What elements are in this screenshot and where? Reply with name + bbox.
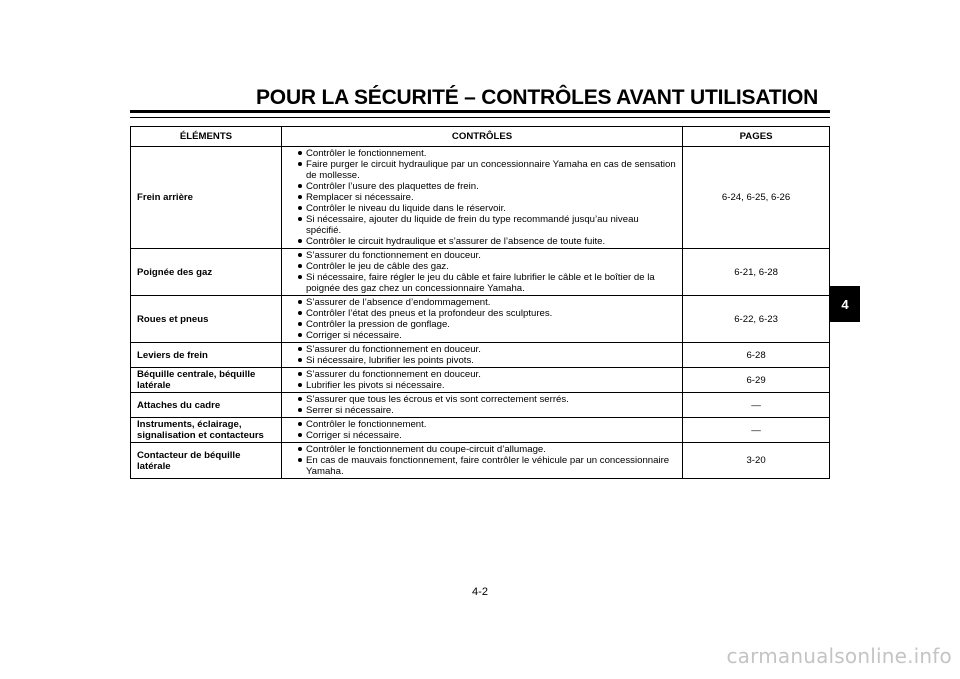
row-pages: 3-20 — [683, 443, 830, 479]
control-item: Si nécessaire, faire régler le jeu du câble et faire lubrifier le câble et le boîtier de la poignée des gaz chez un concessionnaire Yamaha. — [298, 272, 676, 294]
control-item: Contrôler le fonctionnement du coupe-circuit d’allumage. — [298, 444, 676, 455]
header-elements: ÉLÉMENTS — [131, 127, 282, 147]
controls-list — [288, 250, 676, 294]
row-pages: 6-29 — [683, 368, 830, 393]
table-row — [131, 296, 830, 343]
table-row — [131, 147, 830, 249]
control-item: Si nécessaire, lubrifier les points pivots. — [298, 355, 676, 366]
row-pages: 6-24, 6-25, 6-26 — [683, 147, 830, 249]
row-controls — [281, 343, 682, 368]
row-element-label: Contacteur de béquille latérale — [131, 443, 282, 479]
control-item: Si nécessaire, ajouter du liquide de frein du type recommandé jusqu’au niveau spécifié. — [298, 214, 676, 236]
control-item: Contrôler l’usure des plaquettes de frein. — [298, 181, 676, 192]
controls-list — [288, 419, 676, 441]
row-pages: 6-28 — [683, 343, 830, 368]
row-pages: 6-22, 6-23 — [683, 296, 830, 343]
chapter-tab: 4 — [830, 286, 860, 322]
header-controles: CONTRÔLES — [281, 127, 682, 147]
control-item: Contrôler le fonctionnement. — [298, 419, 676, 430]
row-element-label: Roues et pneus — [131, 296, 282, 343]
controls-list — [288, 394, 676, 416]
row-controls — [281, 147, 682, 249]
row-pages: — — [683, 418, 830, 443]
row-controls — [281, 249, 682, 296]
control-item: Contrôler le fonctionnement. — [298, 148, 676, 159]
title-rule-thick — [130, 110, 830, 113]
table-body — [131, 147, 830, 479]
controls-list — [288, 369, 676, 391]
row-controls — [281, 418, 682, 443]
watermark: carmanualsonline.info — [726, 644, 952, 668]
control-item: S’assurer du fonctionnement en douceur. — [298, 250, 676, 261]
header-pages: PAGES — [683, 127, 830, 147]
row-element-label: Instruments, éclairage, signalisation et contacteurs — [131, 418, 282, 443]
control-item: S’assurer de l’absence d’endommagement. — [298, 297, 676, 308]
row-element-label: Poignée des gaz — [131, 249, 282, 296]
row-controls — [281, 368, 682, 393]
control-item: Lubrifier les pivots si nécessaire. — [298, 380, 676, 391]
table-header-row — [131, 127, 830, 147]
control-item: S’assurer que tous les écrous et vis sont correctement serrés. — [298, 394, 676, 405]
table-row — [131, 393, 830, 418]
table-row — [131, 443, 830, 479]
page-number: 4-2 — [472, 586, 488, 598]
row-element-label: Leviers de frein — [131, 343, 282, 368]
title-rule-thin — [130, 117, 830, 118]
control-item: Corriger si nécessaire. — [298, 330, 676, 341]
control-item: S’assurer du fonctionnement en douceur. — [298, 369, 676, 380]
control-item: Contrôler la pression de gonflage. — [298, 319, 676, 330]
controls-list — [288, 148, 676, 247]
row-element-label: Frein arrière — [131, 147, 282, 249]
table-row — [131, 368, 830, 393]
row-controls — [281, 296, 682, 343]
row-pages: 6-21, 6-28 — [683, 249, 830, 296]
table-row — [131, 249, 830, 296]
page-title: POUR LA SÉCURITÉ – CONTRÔLES AVANT UTILISATION — [256, 86, 819, 109]
control-item: Remplacer si nécessaire. — [298, 192, 676, 203]
row-pages: — — [683, 393, 830, 418]
control-item: Corriger si nécessaire. — [298, 430, 676, 441]
control-item: Contrôler l’état des pneus et la profondeur des sculptures. — [298, 308, 676, 319]
row-controls — [281, 443, 682, 479]
control-item: En cas de mauvais fonctionnement, faire contrôler le véhicule par un concessionnaire Yamaha. — [298, 455, 676, 477]
row-element-label: Béquille centrale, béquille latérale — [131, 368, 282, 393]
checks-table — [130, 126, 830, 479]
control-item: Serrer si nécessaire. — [298, 405, 676, 416]
controls-list — [288, 297, 676, 341]
control-item: S’assurer du fonctionnement en douceur. — [298, 344, 676, 355]
control-item: Contrôler le niveau du liquide dans le réservoir. — [298, 203, 676, 214]
control-item: Faire purger le circuit hydraulique par un concessionnaire Yamaha en cas de sensation de mollesse. — [298, 159, 676, 181]
control-item: Contrôler le jeu de câble des gaz. — [298, 261, 676, 272]
controls-list — [288, 344, 676, 366]
row-element-label: Attaches du cadre — [131, 393, 282, 418]
table-row — [131, 418, 830, 443]
control-item: Contrôler le circuit hydraulique et s’assurer de l’absence de toute fuite. — [298, 236, 676, 247]
controls-list — [288, 444, 676, 477]
table-row — [131, 343, 830, 368]
row-controls — [281, 393, 682, 418]
